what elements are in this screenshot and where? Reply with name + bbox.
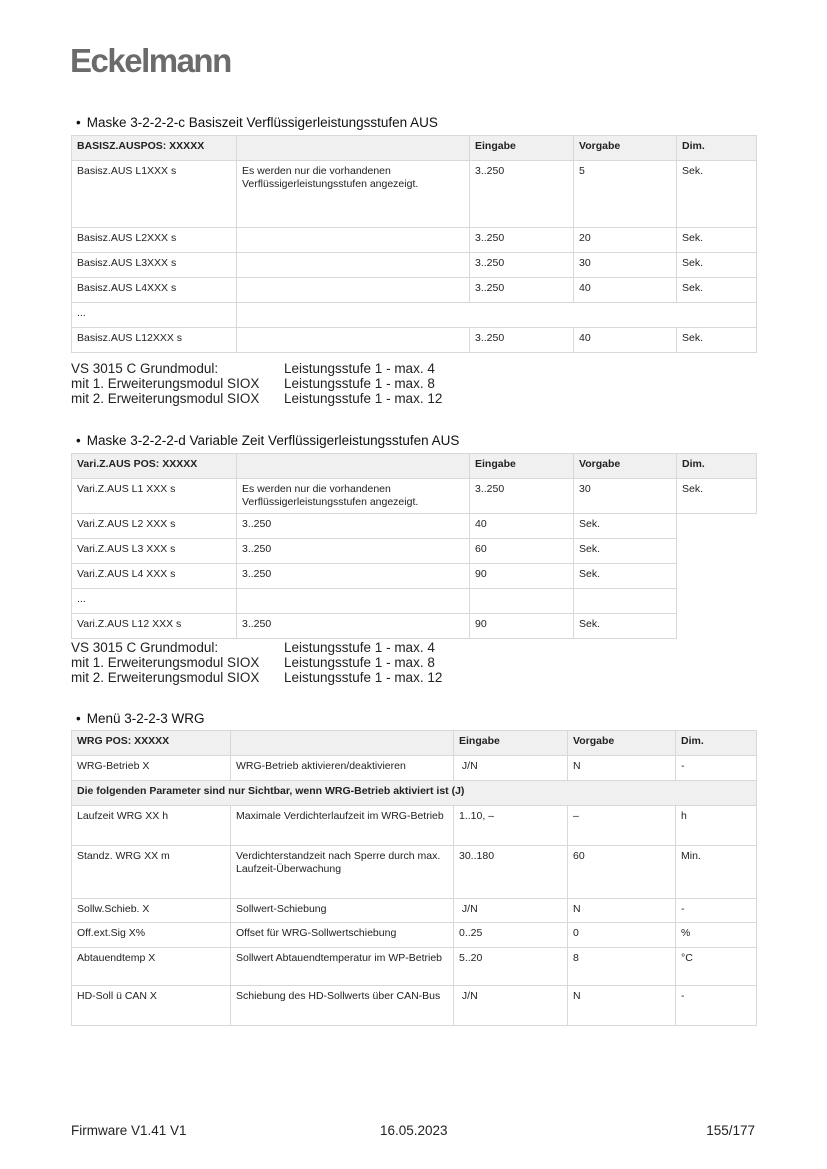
cell: 1..10, – [454, 806, 568, 846]
footer-page-number: 155/177 [706, 1123, 755, 1138]
cell [237, 303, 757, 328]
cell: Es werden nur die vorhandenen Verflüssigerleistungsstufen angezeigt. [237, 479, 470, 514]
cell: Sek. [677, 228, 757, 253]
cell: 5..20 [454, 948, 568, 986]
cell: 0 [568, 923, 676, 948]
header-cell: Eingabe [470, 136, 574, 161]
cell: – [568, 806, 676, 846]
info-line [71, 655, 442, 670]
cell: 8 [568, 948, 676, 986]
cell: Abtauendtemp X [72, 948, 231, 986]
cell [237, 589, 470, 614]
cell: % [676, 923, 757, 948]
table-row [72, 228, 757, 253]
variable-zeit-table [71, 453, 757, 639]
cell: Sek. [677, 278, 757, 303]
cell [237, 328, 470, 353]
cell: Laufzeit WRG XX h [72, 806, 231, 846]
cell: Sek. [677, 253, 757, 278]
stage-range: Leistungsstufe 1 - max. 8 [284, 655, 435, 670]
cell: Basisz.AUS L3XXX s [72, 253, 237, 278]
cell: Sollwert-Schiebung [231, 899, 454, 923]
cell: 60 [568, 846, 676, 899]
note-cell: Die folgenden Parameter sind nur Sichtbar, wenn WRG-Betrieb aktiviert ist (J) [72, 781, 757, 806]
table-row [72, 614, 757, 639]
table-row [72, 328, 757, 353]
table-row [72, 539, 757, 564]
stage-range: Leistungsstufe 1 - max. 4 [284, 640, 435, 655]
cell: Basisz.AUS L2XXX s [72, 228, 237, 253]
cell: N [568, 756, 676, 781]
note-row [72, 781, 757, 806]
cell: - [676, 899, 757, 923]
cell: 60 [470, 539, 574, 564]
cell: 0..25 [454, 923, 568, 948]
table-row [72, 303, 757, 328]
heading-text: Maske 3-2-2-2-d Variable Zeit Verflüssigerleistungsstufen AUS [86, 433, 460, 448]
header-cell [231, 731, 454, 756]
cell: Maximale Verdichterlaufzeit im WRG-Betrieb [231, 806, 454, 846]
stage-range: Leistungsstufe 1 - max. 12 [284, 391, 443, 406]
table-row [72, 278, 757, 303]
info-line [71, 361, 442, 376]
header-cell: Vorgabe [574, 454, 677, 479]
header-cell: Vorgabe [568, 731, 676, 756]
footer-firmware: Firmware V1.41 V1 [71, 1123, 187, 1138]
table-row [72, 589, 757, 614]
cell: 40 [574, 328, 677, 353]
footer-date: 16.05.2023 [380, 1123, 448, 1138]
section1-info [71, 361, 442, 406]
basiszeit-table [71, 135, 757, 353]
table-row [72, 923, 757, 948]
table-row [72, 564, 757, 589]
cell [237, 278, 470, 303]
cell: Vari.Z.AUS L1 XXX s [72, 479, 237, 514]
cell: Vari.Z.AUS L2 XXX s [72, 514, 237, 539]
cell: Off.ext.Sig X% [72, 923, 231, 948]
cell: Sollwert Abtauendtemperatur im WP-Betrieb [231, 948, 454, 986]
cell: 40 [574, 278, 677, 303]
cell: Sek. [677, 161, 757, 228]
header-cell: Dim. [677, 454, 757, 479]
wrg-table [71, 730, 757, 1026]
cell [237, 253, 470, 278]
table-row [72, 846, 757, 899]
cell [237, 228, 470, 253]
info-line [71, 640, 442, 655]
info-line [71, 376, 442, 391]
cell: - [676, 756, 757, 781]
table-row [72, 479, 757, 514]
heading-text: Maske 3-2-2-2-c Basiszeit Verflüssigerleistungsstufen AUS [86, 115, 438, 130]
cell: 3..250 [470, 328, 574, 353]
cell: J/N [454, 986, 568, 1026]
header-cell: Eingabe [454, 731, 568, 756]
section2-heading: • Maske 3-2-2-2-d Variable Zeit Verflüssigerleistungsstufen AUS [76, 433, 460, 448]
table-header [72, 454, 757, 479]
cell: 3..250 [470, 228, 574, 253]
cell: N [568, 899, 676, 923]
stage-range: Leistungsstufe 1 - max. 4 [284, 361, 435, 376]
cell: Sek. [574, 539, 677, 564]
cell: Schiebung des HD-Sollwerts über CAN-Bus [231, 986, 454, 1026]
table-row [72, 253, 757, 278]
cell: Basisz.AUS L4XXX s [72, 278, 237, 303]
cell: Sollw.Schieb. X [72, 899, 231, 923]
cell: Vari.Z.AUS L12 XXX s [72, 614, 237, 639]
cell: J/N [454, 899, 568, 923]
module-label: mit 1. Erweiterungsmodul SIOX [71, 655, 260, 670]
cell [574, 589, 677, 614]
cell: 3..250 [237, 539, 470, 564]
table-header [72, 136, 757, 161]
header-cell: Dim. [677, 136, 757, 161]
cell: Vari.Z.AUS L4 XXX s [72, 564, 237, 589]
cell: 3..250 [470, 253, 574, 278]
module-label: mit 1. Erweiterungsmodul SIOX [71, 376, 260, 391]
header-cell [237, 136, 470, 161]
header-cell: Vari.Z.AUS POS: XXXXX [72, 454, 237, 479]
header-cell: WRG POS: XXXXX [72, 731, 231, 756]
cell: WRG-Betrieb X [72, 756, 231, 781]
eckelmann-logo: Eckelmann [70, 42, 231, 79]
cell: ... [72, 303, 237, 328]
info-line [71, 670, 442, 685]
cell: N [568, 986, 676, 1026]
cell: 40 [470, 514, 574, 539]
table-row [72, 756, 757, 781]
heading-text: Menü 3-2-2-3 WRG [86, 711, 205, 726]
table-row [72, 948, 757, 986]
cell: Offset für WRG-Sollwertschiebung [231, 923, 454, 948]
cell: Basisz.AUS L12XXX s [72, 328, 237, 353]
cell: 3..250 [237, 564, 470, 589]
table-row [72, 986, 757, 1026]
table-header [72, 731, 757, 756]
cell: °C [676, 948, 757, 986]
module-label: mit 2. Erweiterungsmodul SIOX [71, 670, 260, 685]
cell: 3..250 [237, 514, 470, 539]
header-cell: Dim. [676, 731, 757, 756]
module-label: VS 3015 C Grundmodul: [71, 640, 219, 655]
table-row [72, 514, 757, 539]
cell: WRG-Betrieb aktivieren/deaktivieren [231, 756, 454, 781]
cell [470, 589, 574, 614]
cell: Es werden nur die vorhandenen Verflüssigerleistungsstufen angezeigt. [237, 161, 470, 228]
cell: Sek. [677, 328, 757, 353]
cell: J/N [454, 756, 568, 781]
header-cell: BASISZ.AUSPOS: XXXXX [72, 136, 237, 161]
module-label: mit 2. Erweiterungsmodul SIOX [71, 391, 260, 406]
cell: Basisz.AUS L1XXX s [72, 161, 237, 228]
table-row [72, 161, 757, 228]
header-cell: Vorgabe [574, 136, 677, 161]
header-cell [237, 454, 470, 479]
cell: 20 [574, 228, 677, 253]
cell: Verdichterstandzeit nach Sperre durch max. Laufzeit-Überwachung [231, 846, 454, 899]
section3-heading: • Menü 3-2-2-3 WRG [76, 711, 205, 726]
cell: Sek. [677, 479, 757, 514]
cell: HD-Soll ü CAN X [72, 986, 231, 1026]
header-cell: Eingabe [470, 454, 574, 479]
table-row [72, 806, 757, 846]
cell: Standz. WRG XX m [72, 846, 231, 899]
cell: 3..250 [470, 161, 574, 228]
cell: Sek. [574, 514, 677, 539]
cell: Sek. [574, 614, 677, 639]
cell: 90 [470, 614, 574, 639]
cell: 3..250 [470, 278, 574, 303]
section2-info [71, 640, 442, 685]
table-row [72, 899, 757, 923]
cell: 3..250 [237, 614, 470, 639]
cell: 90 [470, 564, 574, 589]
cell: 5 [574, 161, 677, 228]
cell: 30 [574, 253, 677, 278]
cell: Vari.Z.AUS L3 XXX s [72, 539, 237, 564]
info-line [71, 391, 442, 406]
cell: ... [72, 589, 237, 614]
cell: 30 [574, 479, 677, 514]
module-label: VS 3015 C Grundmodul: [71, 361, 219, 376]
cell: 3..250 [470, 479, 574, 514]
cell: Min. [676, 846, 757, 899]
cell: - [676, 986, 757, 1026]
stage-range: Leistungsstufe 1 - max. 8 [284, 376, 435, 391]
cell: Sek. [574, 564, 677, 589]
section1-heading: • Maske 3-2-2-2-c Basiszeit Verflüssigerleistungsstufen AUS [76, 115, 438, 130]
cell: h [676, 806, 757, 846]
stage-range: Leistungsstufe 1 - max. 12 [284, 670, 443, 685]
cell: 30..180 [454, 846, 568, 899]
